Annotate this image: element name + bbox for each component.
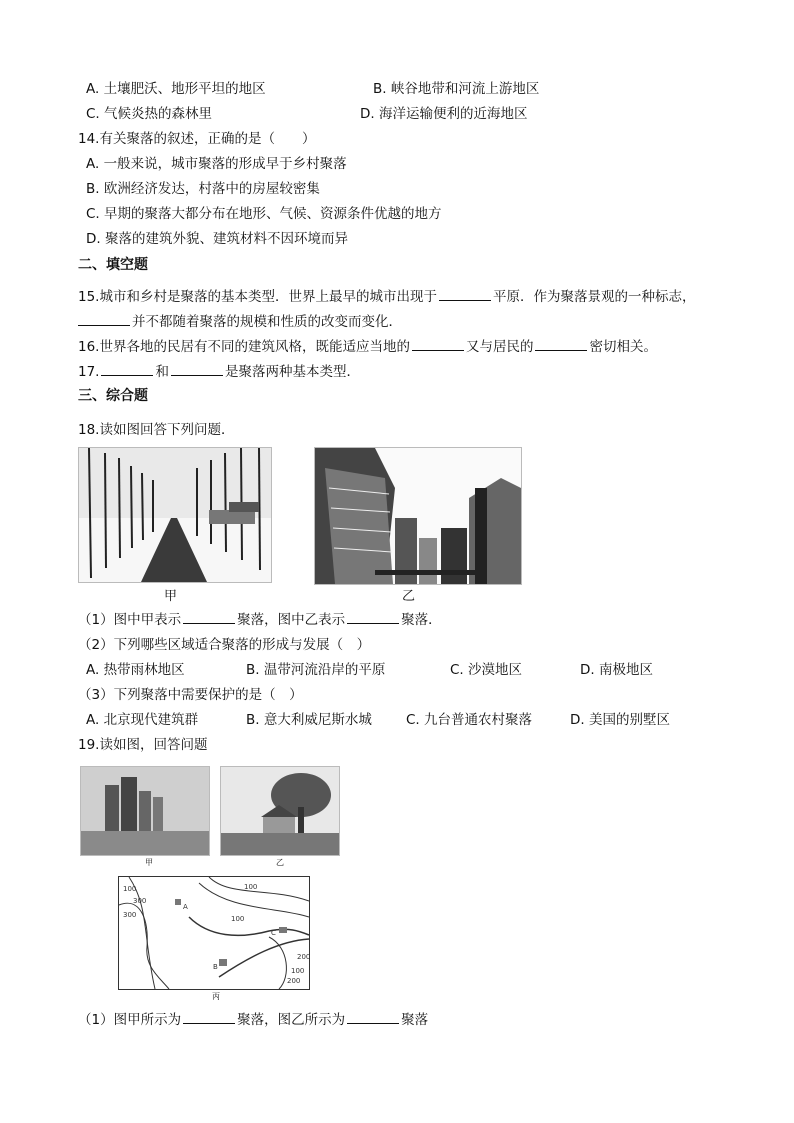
q18-caption-jia: 甲 bbox=[164, 589, 178, 604]
q18-sub1-text-1: （1）图中甲表示 bbox=[78, 612, 182, 628]
q18-sub2-option-b: B. 温带河流沿岸的平原 bbox=[246, 662, 386, 678]
contour-map-illustration bbox=[119, 877, 309, 989]
q17-blank-2[interactable] bbox=[171, 363, 223, 376]
q19-sub1-blank-2[interactable] bbox=[347, 1011, 399, 1024]
skyscrapers-illustration bbox=[315, 448, 521, 584]
rural-road-illustration bbox=[79, 448, 271, 582]
q17-blank-1[interactable] bbox=[101, 363, 153, 376]
q19-sub1-blank-1[interactable] bbox=[183, 1011, 235, 1024]
q19-photo-city bbox=[80, 766, 210, 856]
section-title-fill-in: 二、填空题 bbox=[78, 257, 148, 273]
q16-blank-1[interactable] bbox=[412, 338, 464, 351]
q16-blank-2[interactable] bbox=[535, 338, 587, 351]
map-label-0: 100 bbox=[123, 885, 137, 893]
q19-caption-bing: 丙 bbox=[212, 992, 220, 1001]
map-label-b: B bbox=[213, 963, 218, 971]
q18-sub3-option-a: A. 北京现代建筑群 bbox=[86, 712, 199, 728]
q18-sub2-stem: （2）下列哪些区域适合聚落的形成与发展（ ） bbox=[78, 637, 371, 653]
q18-stem: 18.读如图回答下列问题． bbox=[78, 422, 235, 438]
q19-sub1-text-3: 聚落 bbox=[401, 1012, 429, 1028]
q19-contour-map bbox=[118, 876, 310, 990]
q16-text-2: 又与居民的 bbox=[465, 339, 534, 355]
q14-stem: 14.有关聚落的叙述，正确的是（ ） bbox=[78, 131, 316, 147]
q14-option-a: A. 一般来说，城市聚落的形成早于乡村聚落 bbox=[86, 156, 347, 172]
q15-text-2: 平原．作为聚落景观的一种标志， bbox=[492, 289, 696, 305]
q14-option-c: C. 早期的聚落大都分布在地形、气候、资源条件优越的地方 bbox=[86, 206, 442, 222]
q18-sub3-option-c: C. 九台普通农村聚落 bbox=[406, 712, 533, 728]
q15-line2 bbox=[78, 313, 402, 331]
map-label-a: A bbox=[183, 903, 188, 911]
q13-option-c: C. 气候炎热的森林里 bbox=[86, 106, 213, 122]
q18-sub2-option-c: C. 沙漠地区 bbox=[450, 662, 523, 678]
village-illustration bbox=[221, 767, 339, 855]
q19-caption-yi: 乙 bbox=[276, 858, 284, 867]
q18-sub3-option-b: B. 意大利威尼斯水城 bbox=[246, 712, 372, 728]
q19-sub1 bbox=[78, 1011, 428, 1029]
q18-photo-rural-road bbox=[78, 447, 272, 583]
q17-line bbox=[78, 363, 360, 381]
q16-text-3: 密切相关。 bbox=[589, 339, 657, 355]
q18-sub2-option-a: A. 热带雨林地区 bbox=[86, 662, 185, 678]
q18-caption-yi: 乙 bbox=[402, 589, 416, 604]
q15-text-1: 15.城市和乡村是聚落的基本类型．世界上最早的城市出现于 bbox=[78, 289, 437, 305]
q13-option-a: A. 土壤肥沃、地形平坦的地区 bbox=[86, 81, 266, 97]
q19-stem: 19.读如图，回答问题 bbox=[78, 737, 208, 753]
q18-sub1-text-2: 聚落，图中乙表示 bbox=[237, 612, 346, 628]
section-title-comprehensive: 三、综合题 bbox=[78, 388, 148, 404]
q14-option-b: B. 欧洲经济发达，村落中的房屋较密集 bbox=[86, 181, 320, 197]
map-label-10: 200 bbox=[287, 977, 301, 985]
q19-caption-jia: 甲 bbox=[145, 858, 153, 867]
q18-sub1-text-3: 聚落． bbox=[401, 612, 442, 628]
map-label-4: 100 bbox=[231, 915, 245, 923]
q18-sub1-blank-2[interactable] bbox=[347, 611, 399, 624]
q16-line bbox=[78, 338, 657, 356]
map-label-1: 300 bbox=[133, 897, 147, 905]
q18-sub1 bbox=[78, 611, 442, 629]
q17-text-3: 是聚落两种基本类型． bbox=[224, 364, 360, 380]
q17-text-1: 17. bbox=[78, 364, 100, 380]
q14-option-d: D. 聚落的建筑外貌、建筑材料不因环境而异 bbox=[86, 231, 348, 247]
q18-sub1-blank-1[interactable] bbox=[183, 611, 235, 624]
map-label-8: 200 bbox=[297, 953, 311, 961]
q19-photo-village bbox=[220, 766, 340, 856]
q18-sub3-stem: （3）下列聚落中需要保护的是（ ） bbox=[78, 687, 303, 703]
map-label-3: 100 bbox=[244, 883, 258, 891]
q15-line1 bbox=[78, 288, 695, 306]
q13-option-d: D. 海洋运输便利的近海地区 bbox=[360, 106, 528, 122]
map-label-c: C bbox=[271, 929, 276, 937]
q18-sub2-option-d: D. 南极地区 bbox=[580, 662, 653, 678]
q17-text-2: 和 bbox=[155, 364, 169, 380]
q15-blank-1[interactable] bbox=[439, 288, 491, 301]
q18-sub3-option-d: D. 美国的别墅区 bbox=[570, 712, 670, 728]
q13-option-b: B. 峡谷地带和河流上游地区 bbox=[373, 81, 540, 97]
q18-photo-skyscrapers bbox=[314, 447, 522, 585]
map-label-9: 100 bbox=[291, 967, 305, 975]
city-illustration bbox=[81, 767, 209, 855]
q16-text-1: 16.世界各地的民居有不同的建筑风格，既能适应当地的 bbox=[78, 339, 410, 355]
q15-blank-2[interactable] bbox=[78, 313, 130, 326]
q15-text-3: 并不都随着聚落的规模和性质的改变而变化． bbox=[132, 314, 402, 330]
q19-sub1-text-1: （1）图甲所示为 bbox=[78, 1012, 182, 1028]
map-label-2: 300 bbox=[123, 911, 137, 919]
q19-sub1-text-2: 聚落，图乙所示为 bbox=[237, 1012, 346, 1028]
